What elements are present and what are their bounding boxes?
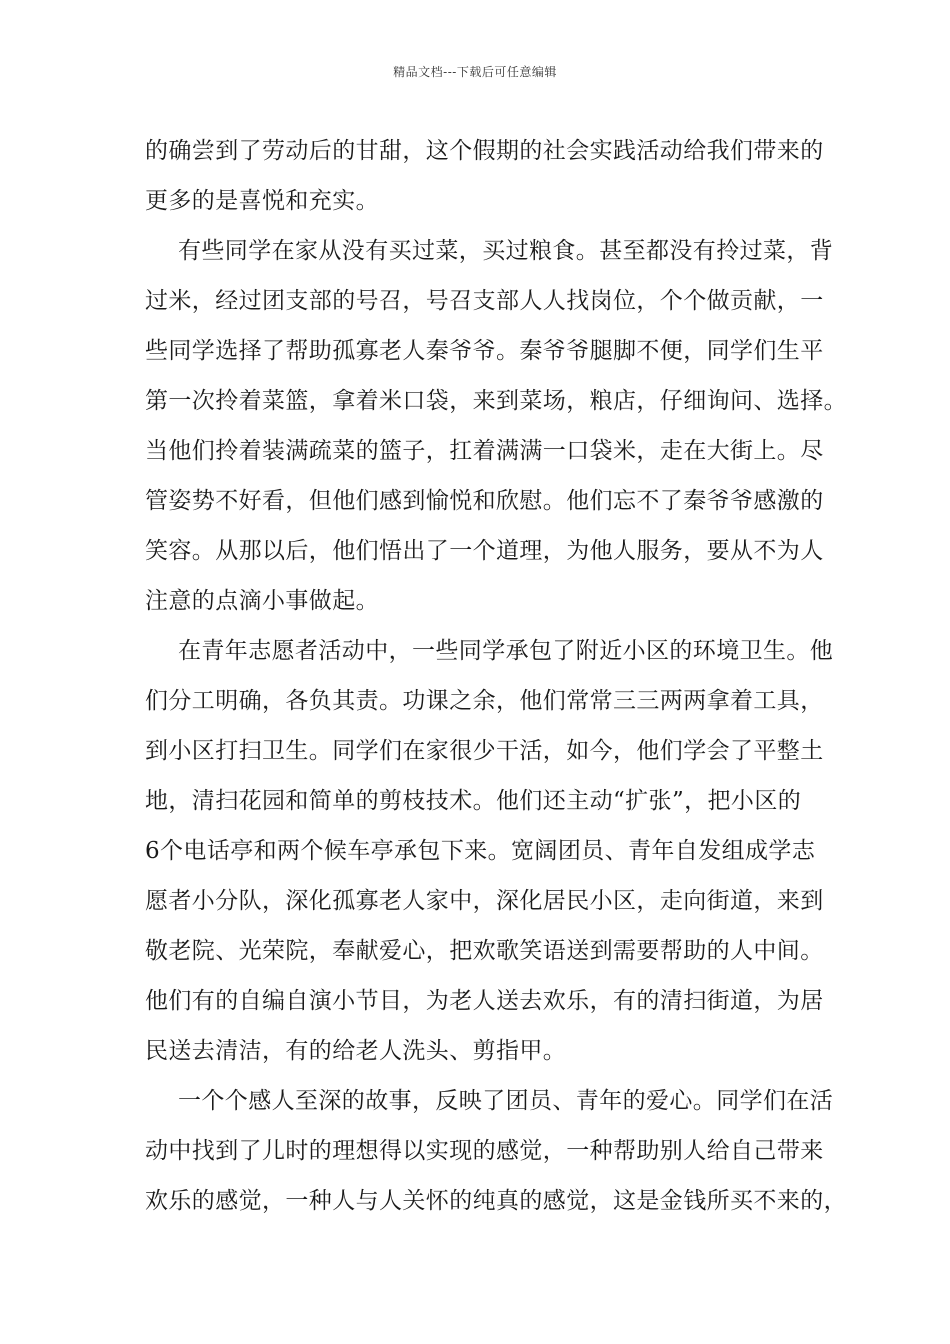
text-line: 地，清扫花园和简单的剪枝技术。他们还主动“扩张”，把小区的 (145, 788, 802, 814)
text-line: 欢乐的感觉，一种人与人关怀的纯真的感觉，这是金钱所买不来的， (145, 1188, 847, 1214)
text-line: 更多的是喜悦和充实。 (145, 188, 379, 214)
text-line: 过米，经过团支部的号召，号召支部人人找岗位，个个做贡献，一 (145, 288, 824, 314)
text-line: 些同学选择了帮助孤寡老人秦爷爷。秦爷爷腿脚不便，同学们生平 (145, 338, 824, 364)
text-line: 第一次拎着菜篮，拿着米口袋，来到菜场，粮店，仔细询问、选择。 (145, 388, 847, 414)
text-line: 笑容。从那以后，他们悟出了一个道理，为他人服务，要从不为人 (145, 538, 824, 564)
text-line: 民送去清洁，有的给老人洗头、剪指甲。 (145, 1038, 567, 1064)
body-text (145, 133, 847, 1233)
text-line: 当他们拎着装满疏菜的篮子，扛着满满一口袋米，走在大街上。尽 (145, 438, 824, 464)
text-line: 动中找到了儿时的理想得以实现的感觉，一种帮助别人给自己带来 (145, 1138, 824, 1164)
text-line: 到小区打扫卫生。同学们在家很少干活，如今，他们学会了平整土 (145, 738, 824, 764)
text-line: 6个电话亭和两个候车亭承包下来。宽阔团员、青年自发组成学志 (145, 838, 816, 864)
text-line: 他们有的自编自演小节目，为老人送去欢乐，有的清扫街道，为居 (145, 988, 824, 1014)
paragraph-start-line: 有些同学在家从没有买过菜，买过粮食。甚至都没有拎过菜，背 (178, 238, 834, 264)
text-line: 敬老院、光荣院，奉献爱心，把欢歌笑语送到需要帮助的人中间。 (145, 938, 824, 964)
text-line: 愿者小分队，深化孤寡老人家中，深化居民小区，走向街道，来到 (145, 888, 824, 914)
text-line: 管姿势不好看，但他们感到愉悦和欣慰。他们忘不了秦爷爷感激的 (145, 488, 824, 514)
page-header: 精品文档---下载后可任意编辑 (393, 65, 557, 79)
paragraph-start-line: 在青年志愿者活动中，一些同学承包了附近小区的环境卫生。他 (178, 638, 834, 664)
text-line: 的确尝到了劳动后的甘甜，这个假期的社会实践活动给我们带来的 (145, 138, 824, 164)
paragraph-start-line: 一个个感人至深的故事，反映了团员、青年的爱心。同学们在活 (178, 1088, 834, 1114)
text-line: 们分工明确，各负其责。功课之余，他们常常三三两两拿着工具， (145, 688, 824, 714)
text-line: 注意的点滴小事做起。 (145, 588, 379, 614)
